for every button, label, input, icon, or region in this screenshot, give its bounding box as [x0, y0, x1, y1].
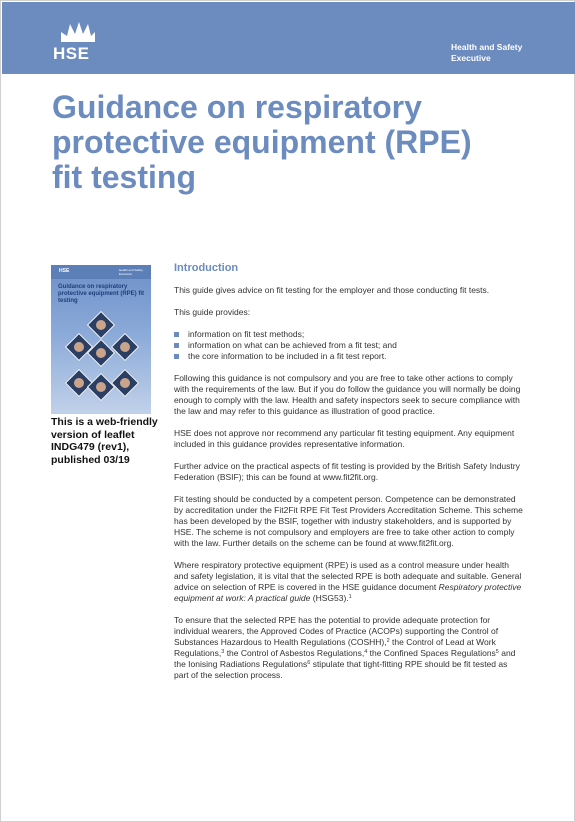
paragraph-5: Further advice on the practical aspects of fit testing is provided by the British Safety Industry Federation (BSIF); this can be found at www.fit2fit.org.	[174, 461, 520, 482]
footnote-ref: 4	[364, 649, 368, 655]
cover-photo-diamond	[111, 333, 139, 361]
organisation-name-line1: Health and Safety	[451, 42, 523, 52]
caption-line1: This is a web-friendly	[51, 416, 158, 428]
paragraph-8-text: the Control of Lead at Work Regulations,	[174, 637, 496, 658]
header-banner	[2, 2, 575, 74]
footnote-ref: 6	[307, 660, 311, 666]
hse-logo	[53, 18, 99, 66]
cover-photo-diamond	[87, 373, 115, 401]
paragraph-2: This guide provides:	[174, 307, 251, 317]
cover-org-name: Health and Safety Executive	[119, 268, 143, 276]
footnote-ref: 5	[495, 649, 499, 655]
cover-photo-diamond	[65, 333, 93, 361]
main-content	[174, 261, 524, 692]
caption-line2: version of leaflet	[51, 428, 135, 441]
organisation-name-line2: Executive	[451, 53, 491, 63]
paragraph-7-text: Where respiratory protective equipment (RPE) is used as a control measure under health and safety legislation, it is vital that the selected RPE is both adequate and suitable. General advice on selection of RPE is covered in the HSE guidance document	[174, 560, 522, 592]
paragraph-3: Following this guidance is not compulsory and you are free to take other actions to comply with the requirements of the law. But if you do follow the guidance you will normally be doing enough to comply with the law. Health and safety inspectors seek to secure compliance with the law and may refer to this guidance as illustration of good practice.	[174, 373, 521, 416]
cover-banner	[51, 265, 151, 279]
page-title	[52, 90, 532, 195]
organisation-name	[451, 42, 561, 64]
footnote-ref: 3	[221, 649, 225, 655]
cover-photo-diamond	[111, 369, 139, 397]
page-title-line2: protective equipment (RPE)	[52, 124, 472, 160]
paragraph-8-text: stipulate that tight-fitting RPE should be fit tested as part of the selection process.	[174, 659, 508, 680]
hse-logo-text: HSE	[53, 44, 90, 63]
cover-photo-diamond	[87, 311, 115, 339]
list-item: information on what can be achieved from a fit test; and	[174, 340, 524, 351]
paragraph-7	[174, 560, 524, 604]
paragraph-6: Fit testing should be conducted by a competent person. Competence can be demonstrated by accreditation under the Fit2Fit RPE Fit Test Providers Accreditation Scheme. This scheme has been developed by the BSIF, together with industry stakeholders, and is supported by HSE. The scheme is not compulsory and employers are free to take other action to comply with the law. Further details on the scheme can be found at www.fit2fit.org.	[174, 494, 523, 548]
paragraph-4: HSE does not approve nor recommend any particular fit testing equipment. Any equipment included in this guidance provides representative information.	[174, 428, 515, 449]
page-title-line1: Guidance on respiratory	[52, 89, 422, 125]
caption-line3: INDG479 (rev1),	[51, 441, 130, 453]
paragraph-8-text: To ensure that the selected RPE has the potential to provide adequate protection for individual wearers, the Approved Codes of Practice (ACOPs) supporting the Control of Substances Hazardous to Health Regulations (COSHH),	[174, 615, 499, 647]
list-item: the core information to be included in a fit test report.	[174, 351, 524, 362]
referenced-document-title: Respiratory protective equipment at work: A practical guide	[174, 582, 522, 603]
paragraph-8	[174, 615, 524, 681]
footnote-ref: 2	[386, 638, 390, 644]
leaflet-cover-image	[51, 265, 151, 414]
paragraph-8-text: and the Ionising Radiations Regulations	[174, 648, 516, 669]
bullet-list	[174, 329, 524, 362]
caption-line4: published 03/19	[51, 453, 130, 466]
cover-photo-diamond	[87, 339, 115, 367]
hse-crown-icon	[53, 18, 99, 46]
leaflet-caption	[51, 416, 161, 466]
list-item: information on fit test methods;	[174, 329, 524, 340]
cover-title: Guidance on respiratory protective equipment (RPE) fit testing	[58, 284, 145, 304]
footnote-ref: 1	[348, 594, 352, 600]
section-heading: Introduction	[174, 262, 239, 274]
cover-logo: HSE	[59, 268, 70, 274]
paragraph-8-text: the Confined Spaces Regulations	[367, 648, 496, 658]
paragraph-1: This guide gives advice on fit testing for the employer and those conducting fit tests.	[174, 285, 490, 295]
paragraph-8-text: the Control of Asbestos Regulations,	[224, 648, 365, 658]
paragraph-7-text-end: (HSG53).	[310, 593, 349, 603]
page-title-line3: fit testing	[52, 159, 196, 195]
